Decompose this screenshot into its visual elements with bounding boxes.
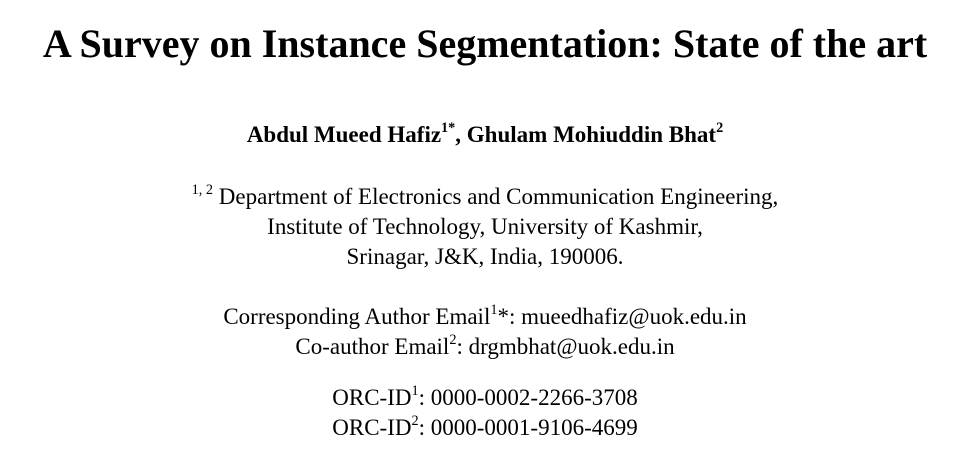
author-name-2: Ghulam Mohiuddin Bhat <box>466 122 717 147</box>
author-separator: , <box>455 122 467 147</box>
corresponding-email-suffix: *: <box>497 304 522 329</box>
orcid-line-1 <box>0 383 970 413</box>
orcid-label-2: ORC-ID <box>332 415 412 440</box>
corresponding-email-superscript: 1 <box>490 301 498 318</box>
orcid-superscript-2: 2 <box>411 412 419 429</box>
affiliation-line-3: Srinagar, J&K, India, 190006. <box>346 244 624 269</box>
author-2-superscript: 2 <box>716 119 724 136</box>
orcid-superscript-1: 1 <box>411 382 419 399</box>
affiliation-line-2: Institute of Technology, University of Kashmir, <box>267 214 703 239</box>
author-1-superscript: 1* <box>441 119 456 136</box>
affiliation-department: Department of Electronics and Communication Engineering, <box>218 184 779 209</box>
affiliation-superscript: 1, 2 <box>191 181 214 198</box>
corresponding-email-label: Corresponding Author Email <box>223 304 491 329</box>
orcid-suffix-2: : <box>418 415 431 440</box>
coauthor-email-label: Co-author Email <box>295 334 450 359</box>
paper-title: A Survey on Instance Segmentation: State of the art <box>42 21 928 66</box>
author-name-1: Abdul Mueed Hafiz <box>246 122 442 147</box>
author-line <box>0 120 970 150</box>
orcid-line-2 <box>0 413 970 443</box>
coauthor-email-address[interactable]: drgmbhat@uok.edu.in <box>468 334 675 359</box>
corresponding-email-line <box>0 302 970 332</box>
orcid-suffix-1: : <box>418 385 431 410</box>
coauthor-email-suffix: : <box>456 334 469 359</box>
orcid-label-1: ORC-ID <box>332 385 412 410</box>
coauthor-email-superscript: 2 <box>449 331 457 348</box>
coauthor-email-line <box>0 332 970 362</box>
orcid-value-2: 0000-0001-9106-4699 <box>430 415 638 440</box>
affiliation-line-1 <box>0 182 970 212</box>
orcid-value-1: 0000-0002-2266-3708 <box>430 385 638 410</box>
corresponding-email-address[interactable]: mueedhafiz@uok.edu.in <box>521 304 747 329</box>
